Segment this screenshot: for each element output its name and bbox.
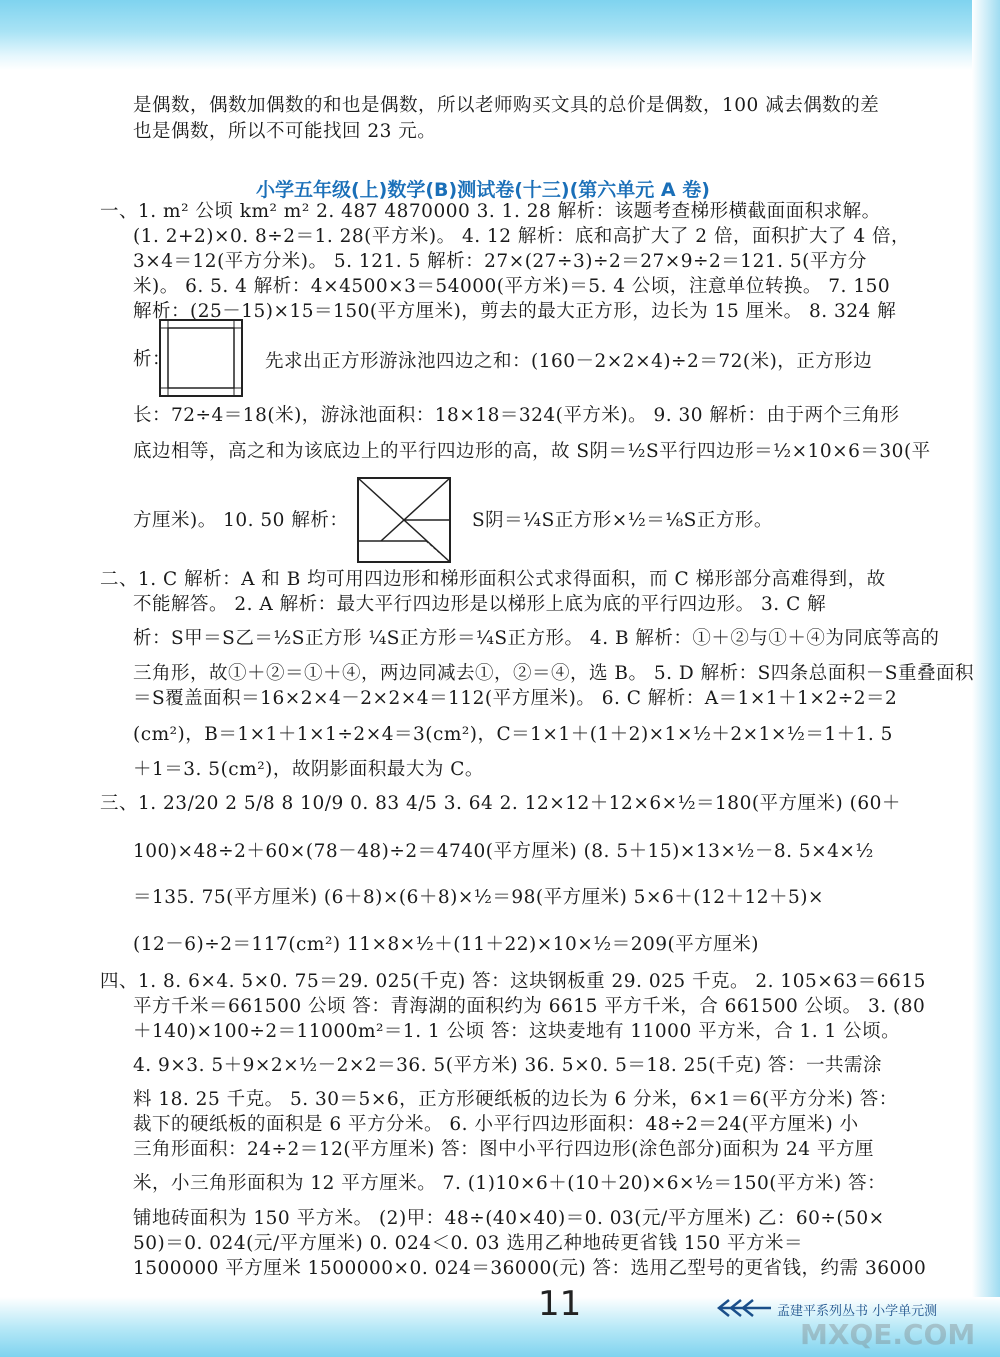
part4-line: 裁下的硬纸板的面积是 6 平方分米。 6. 小平行四边形面积：48÷2＝24(平方厘米) 小 — [133, 1114, 859, 1135]
part4-line: 三角形面积：24÷2＝12(平方厘米) 答：图中小平行四边形(涂色部分)面积为 24 平方厘 — [133, 1139, 874, 1160]
part4-line: 四、1. 8. 6×4. 5×0. 75＝29. 025(千克) 答：这块钢板重 29. 025 千克。 2. 105×63＝6615 — [100, 971, 926, 992]
part1-line: 一、1. m² 公顷 km² m² 2. 487 4870000 3. 1. 28 解析：该题考查梯形横截面面积求解。 — [100, 201, 881, 222]
part4-line: 4. 9×3. 5＋9×2×½－2×2＝36. 5(平方米) 36. 5×0. 5＝18. 25(千克) 答：一共需涂 — [133, 1055, 883, 1076]
part1-line: (1. 2+2)×0. 8÷2＝1. 28(平方米)。 4. 12 解析：底和高扩大了 2 倍，面积扩大了 4 倍， — [133, 226, 910, 247]
part1-line: 底边相等，高之和为该底边上的平行四边形的高，故 S阴＝½S平行四边形＝½×10×6＝30(平 — [133, 441, 931, 462]
part1-line: 长：72÷4＝18(米)，游泳池面积：18×18＝324(平方米)。 9. 30 解析：由于两个三角形 — [133, 405, 900, 426]
part1-line: 析： — [133, 349, 172, 370]
part4-line: 米，小三角形面积为 12 平方厘米。 7. (1)10×6＋(10＋20)×6×½＝150(平方米) 答： — [133, 1173, 887, 1194]
part1-line: S阴＝¼S正方形×½＝⅛S正方形。 — [472, 510, 773, 531]
part4-line: 铺地砖面积为 150 平方米。 (2)甲：48÷(40×40)＝0. 03(元/平方厘米) 乙：60÷(50× — [133, 1208, 885, 1229]
part3-line: 100)×48÷2＋60×(78－48)÷2＝4740(平方厘米) (8. 5＋15)×13×½－8. 5×4×½ — [133, 841, 874, 862]
part4-line: 50)＝0. 024(元/平方厘米) 0. 024＜0. 03 选用乙种地砖更省钱 150 平方米＝ — [133, 1233, 804, 1254]
part2-line: 不能解答。 2. A 解析：最大平行四边形是以梯形上底为底的平行四边形。 3. C 解 — [133, 594, 827, 615]
section-title: 小学五年级(上)数学(B)测试卷(十三)(第六单元 A 卷) — [256, 179, 710, 201]
part1-line: 3×4＝12(平方分米)。 5. 121. 5 解析：27×(27÷3)÷2＝27×9÷2＝121. 5(平方分 — [133, 251, 867, 272]
part4-line: 1500000 平方厘米 1500000×0. 024＝36000(元) 答：选用乙型号的更省钱，约需 36000 — [133, 1258, 927, 1279]
pool-figure — [158, 318, 244, 398]
part4-line: ＋140)×100÷2＝11000m²＝1. 1 公顷 答：这块麦地有 11000 平方米，合 1. 1 公顷。 — [133, 1021, 901, 1042]
part1-line: 解析：(25－15)×15＝150(平方厘米)，剪去的最大正方形，边长为 15 厘米。 8. 324 解 — [133, 301, 897, 322]
part2-line: 析：S甲＝S乙＝½S正方形 ¼S正方形＝¼S正方形。 4. B 解析：①＋②与①＋④为同底等高的 — [133, 628, 940, 649]
part2-line: 二、1. C 解析：A 和 B 均可用四边形和梯形面积公式求得面积，而 C 梯形部分高难得到，故 — [100, 569, 886, 590]
part2-line: (cm²)，B＝1×1＋1×1÷2×4＝3(cm²)，C＝1×1＋(1＋2)×1×½＋2×1×½＝1＋1. 5 — [133, 724, 893, 745]
part4-line: 平方千米＝661500 公顷 答：青海湖的面积约为 6615 平方千米，合 661500 公顷。 3. (80 — [133, 996, 926, 1017]
footer-brand: 孟建平系列丛书 小学单元测 — [777, 1304, 938, 1319]
part3-line: (12－6)÷2＝117(cm²) 11×8×½＋(11＋22)×10×½＝209(平方厘米) — [133, 934, 759, 955]
part3-line: ＝135. 75(平方厘米) (6＋8)×(6＋8)×½＝98(平方厘米) 5×6＋(12＋12＋5)× — [133, 887, 824, 908]
part1-line: 先求出正方形游泳池四边之和：(160－2×2×4)÷2＝72(米)，正方形边 — [265, 351, 873, 372]
watermark: MXQE.COM — [800, 1318, 976, 1351]
part1-line: 米)。 6. 5. 4 解析：4×4500×3＝54000(平方米)＝5. 4 公顷，注意单位转换。 7. 150 — [133, 276, 891, 297]
arrow-icon — [715, 1298, 773, 1318]
page-number: 11 — [538, 1284, 582, 1324]
intro-line: 是偶数，偶数加偶数的和也是偶数，所以老师购买文具的总价是偶数，100 减去偶数的差 — [133, 95, 880, 116]
intro-line: 也是偶数，所以不可能找回 23 元。 — [133, 121, 437, 142]
part1-line: 方厘米)。 10. 50 解析： — [133, 510, 349, 531]
part2-line: 三角形，故①＋②＝①＋④，两边同减去①，②＝④，选 B。 5. D 解析：S四条总面积－S重叠面积 — [133, 663, 974, 684]
square-tangram-figure — [356, 476, 452, 564]
part2-line: ＋1＝3. 5(cm²)，故阴影面积最大为 C。 — [133, 759, 484, 780]
part3-line: 三、1. 23/20 2 5/8 8 10/9 0. 83 4/5 3. 64 2. 12×12＋12×6×½＝180(平方厘米) (60＋ — [100, 793, 901, 814]
part4-line: 料 18. 25 千克。 5. 30＝5×6，正方形硬纸板的边长为 6 分米，6×1＝6(平方分米) 答： — [133, 1089, 898, 1110]
part2-line: ＝S覆盖面积＝16×2×4－2×2×4＝112(平方厘米)。 6. C 解析：A＝1×1＋1×2÷2＝2 — [133, 688, 898, 709]
